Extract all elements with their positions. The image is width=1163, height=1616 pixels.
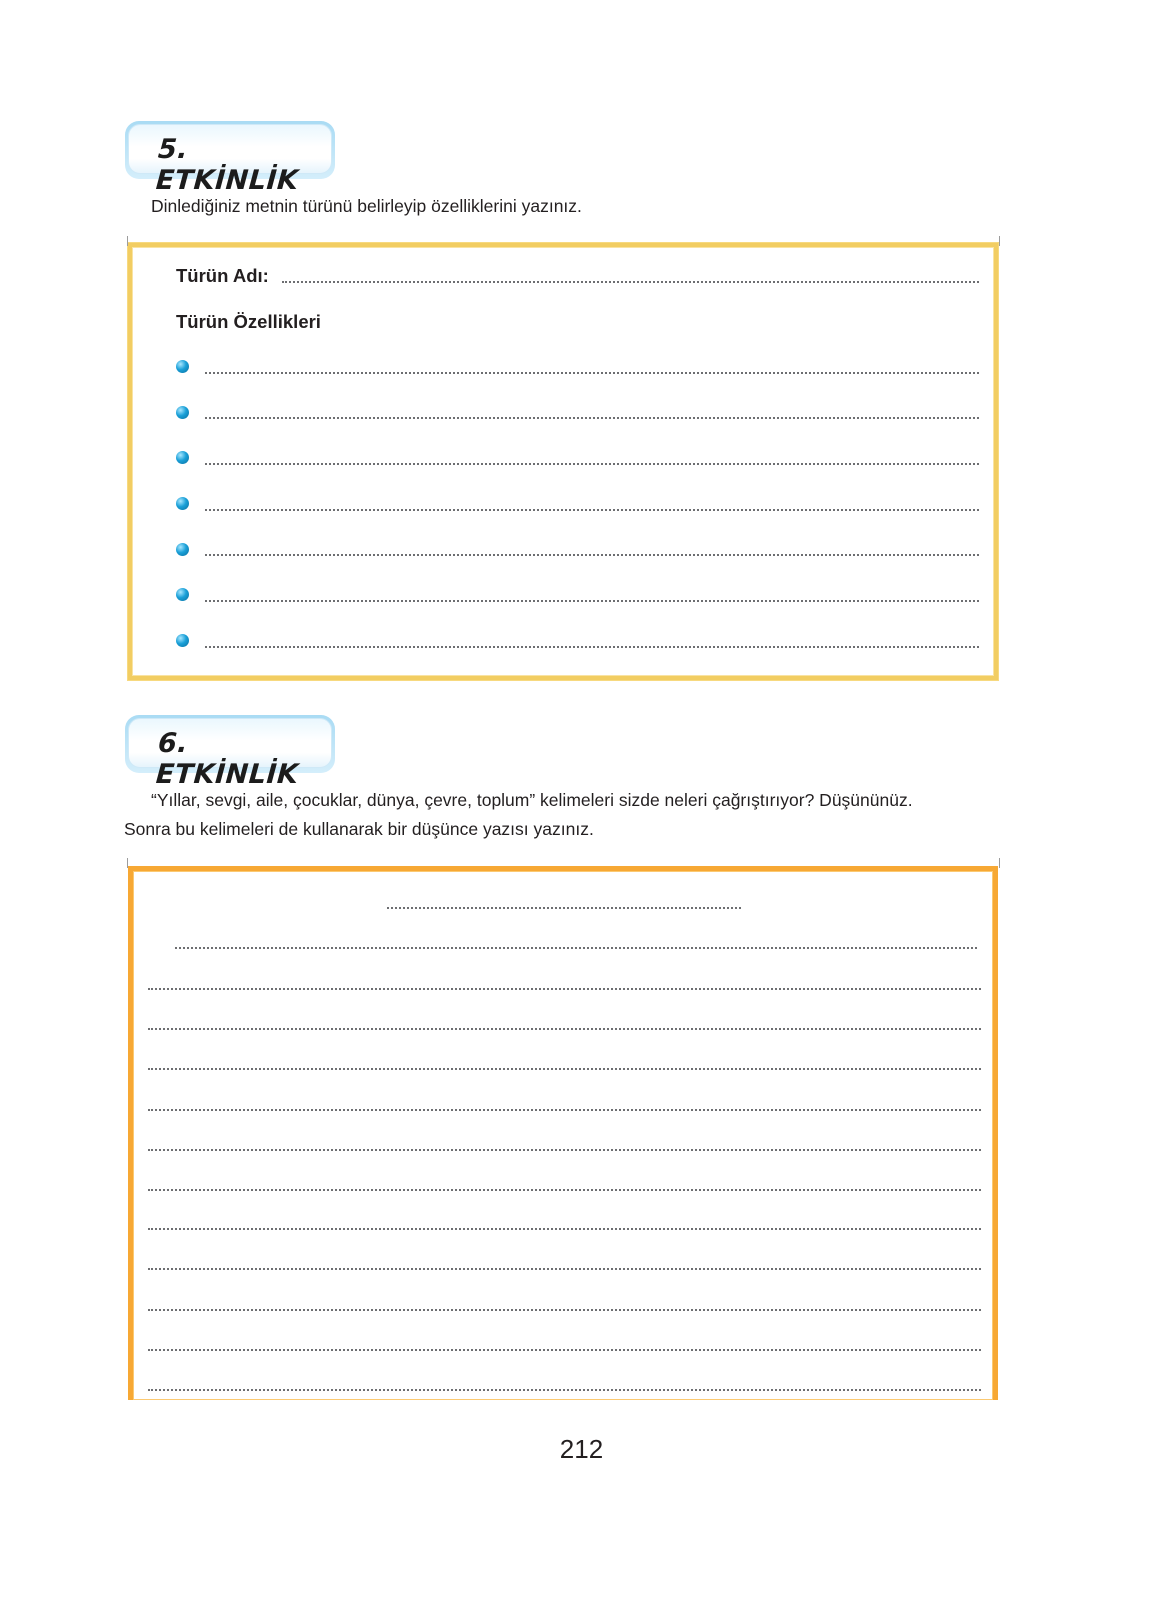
essay-line[interactable] [148,1389,981,1391]
activity-5-instruction: Dinlediğiniz metnin türünü belirleyip özelliklerini yazınız. [151,196,582,216]
essay-line[interactable] [148,1068,981,1070]
essay-line[interactable] [148,1149,981,1151]
bullet-icon [176,634,189,647]
crop-mark [999,858,1000,868]
feature-input-line[interactable] [205,417,979,419]
bullet-icon [176,360,189,373]
activity-5-answer-box [128,243,998,680]
bullet-icon [176,497,189,510]
essay-line[interactable] [148,988,981,990]
essay-line[interactable] [148,1028,981,1030]
feature-input-line[interactable] [205,646,979,648]
feature-input-line[interactable] [205,554,979,556]
crop-mark [127,236,128,246]
activity-6-title: 6. ETKİNLİK [154,728,300,790]
bullet-icon [176,451,189,464]
activity-6-instruction-line-1: “Yıllar, sevgi, aile, çocuklar, dünya, çevre, toplum” kelimeleri sizde neleri çağrıştırıyor? Düşününüz. [151,790,913,810]
feature-input-line[interactable] [205,600,979,602]
genre-name-label: Türün Adı: [176,265,269,286]
essay-line[interactable] [148,1228,981,1230]
genre-name-input-line[interactable] [282,281,979,283]
crop-mark [999,236,1000,246]
essay-first-line[interactable] [175,947,977,949]
essay-title-line[interactable] [387,907,741,909]
activity-6-instruction-line-2: Sonra bu kelimeleri de kullanarak bir düşünce yazısı yazınız. [124,819,594,839]
page-number: 212 [559,1434,604,1464]
essay-line[interactable] [148,1268,981,1270]
activity-5-badge [125,121,335,196]
bullet-icon [176,406,189,419]
activity-6-badge [125,715,335,790]
activity-5-title: 5. ETKİNLİK [154,134,300,196]
essay-line[interactable] [148,1189,981,1191]
bullet-icon [176,543,189,556]
essay-line[interactable] [148,1109,981,1111]
bullet-icon [176,588,189,601]
genre-features-label: Türün Özellikleri [176,311,321,332]
essay-line[interactable] [148,1309,981,1311]
essay-line[interactable] [148,1349,981,1351]
feature-input-line[interactable] [205,509,979,511]
crop-mark [127,858,128,868]
feature-input-line[interactable] [205,463,979,465]
feature-input-line[interactable] [205,372,979,374]
